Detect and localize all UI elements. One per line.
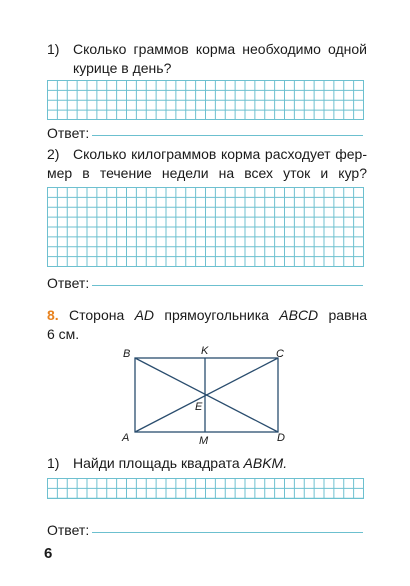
answer-grid-1[interactable]: [47, 80, 364, 120]
answer-label-2: Ответ:: [47, 275, 90, 291]
answer-line-1[interactable]: [92, 134, 363, 136]
answer-grid-2[interactable]: [47, 187, 364, 267]
rect-abcd-label: ABCD: [279, 307, 319, 323]
question-2-number: 2): [47, 146, 60, 162]
task-8-line-1: [47, 306, 367, 325]
question-1-text: Сколько граммов корма необходимо одной: [73, 41, 367, 57]
question-2-text: Сколько килограммов корма расходует фер-: [73, 146, 367, 162]
point-e-label: E: [195, 401, 203, 413]
side-ad-label: AD: [134, 307, 155, 323]
point-b-label: B: [123, 348, 131, 360]
square-abkm-label: ABKM.: [243, 455, 288, 471]
task-8-line-2: 6 см.: [47, 326, 80, 342]
point-m-label: M: [199, 435, 209, 447]
point-c-label: C: [276, 348, 284, 360]
task-8-word: прямоугольника: [164, 307, 269, 323]
answer-line-2[interactable]: [92, 284, 363, 286]
task-8-number: 8.: [47, 307, 59, 323]
question-2-line-1: [47, 145, 367, 164]
rectangle-diagram: [115, 340, 305, 450]
question-1-line-2: курице в день?: [73, 60, 172, 76]
answer-grid-3[interactable]: [47, 478, 364, 499]
answer-line-3[interactable]: [92, 531, 363, 533]
answer-label-1: Ответ:: [47, 125, 90, 141]
point-k-label: K: [201, 345, 209, 357]
question-1-number: 1): [47, 41, 60, 57]
point-d-label: D: [277, 432, 285, 444]
answer-label-3: Ответ:: [47, 522, 90, 538]
task-8-word: равна: [328, 307, 368, 323]
question-3: [47, 454, 287, 473]
page-number: 6: [44, 545, 53, 562]
question-3-text: Найди площадь квадрата: [73, 455, 240, 471]
question-2-line-2: мер в течение недели на всех уток и кур?: [47, 165, 367, 181]
question-3-number: 1): [47, 455, 60, 471]
point-a-label: A: [122, 432, 130, 444]
question-1-line-1: [47, 40, 367, 59]
task-8-word: Сторона: [69, 307, 125, 323]
